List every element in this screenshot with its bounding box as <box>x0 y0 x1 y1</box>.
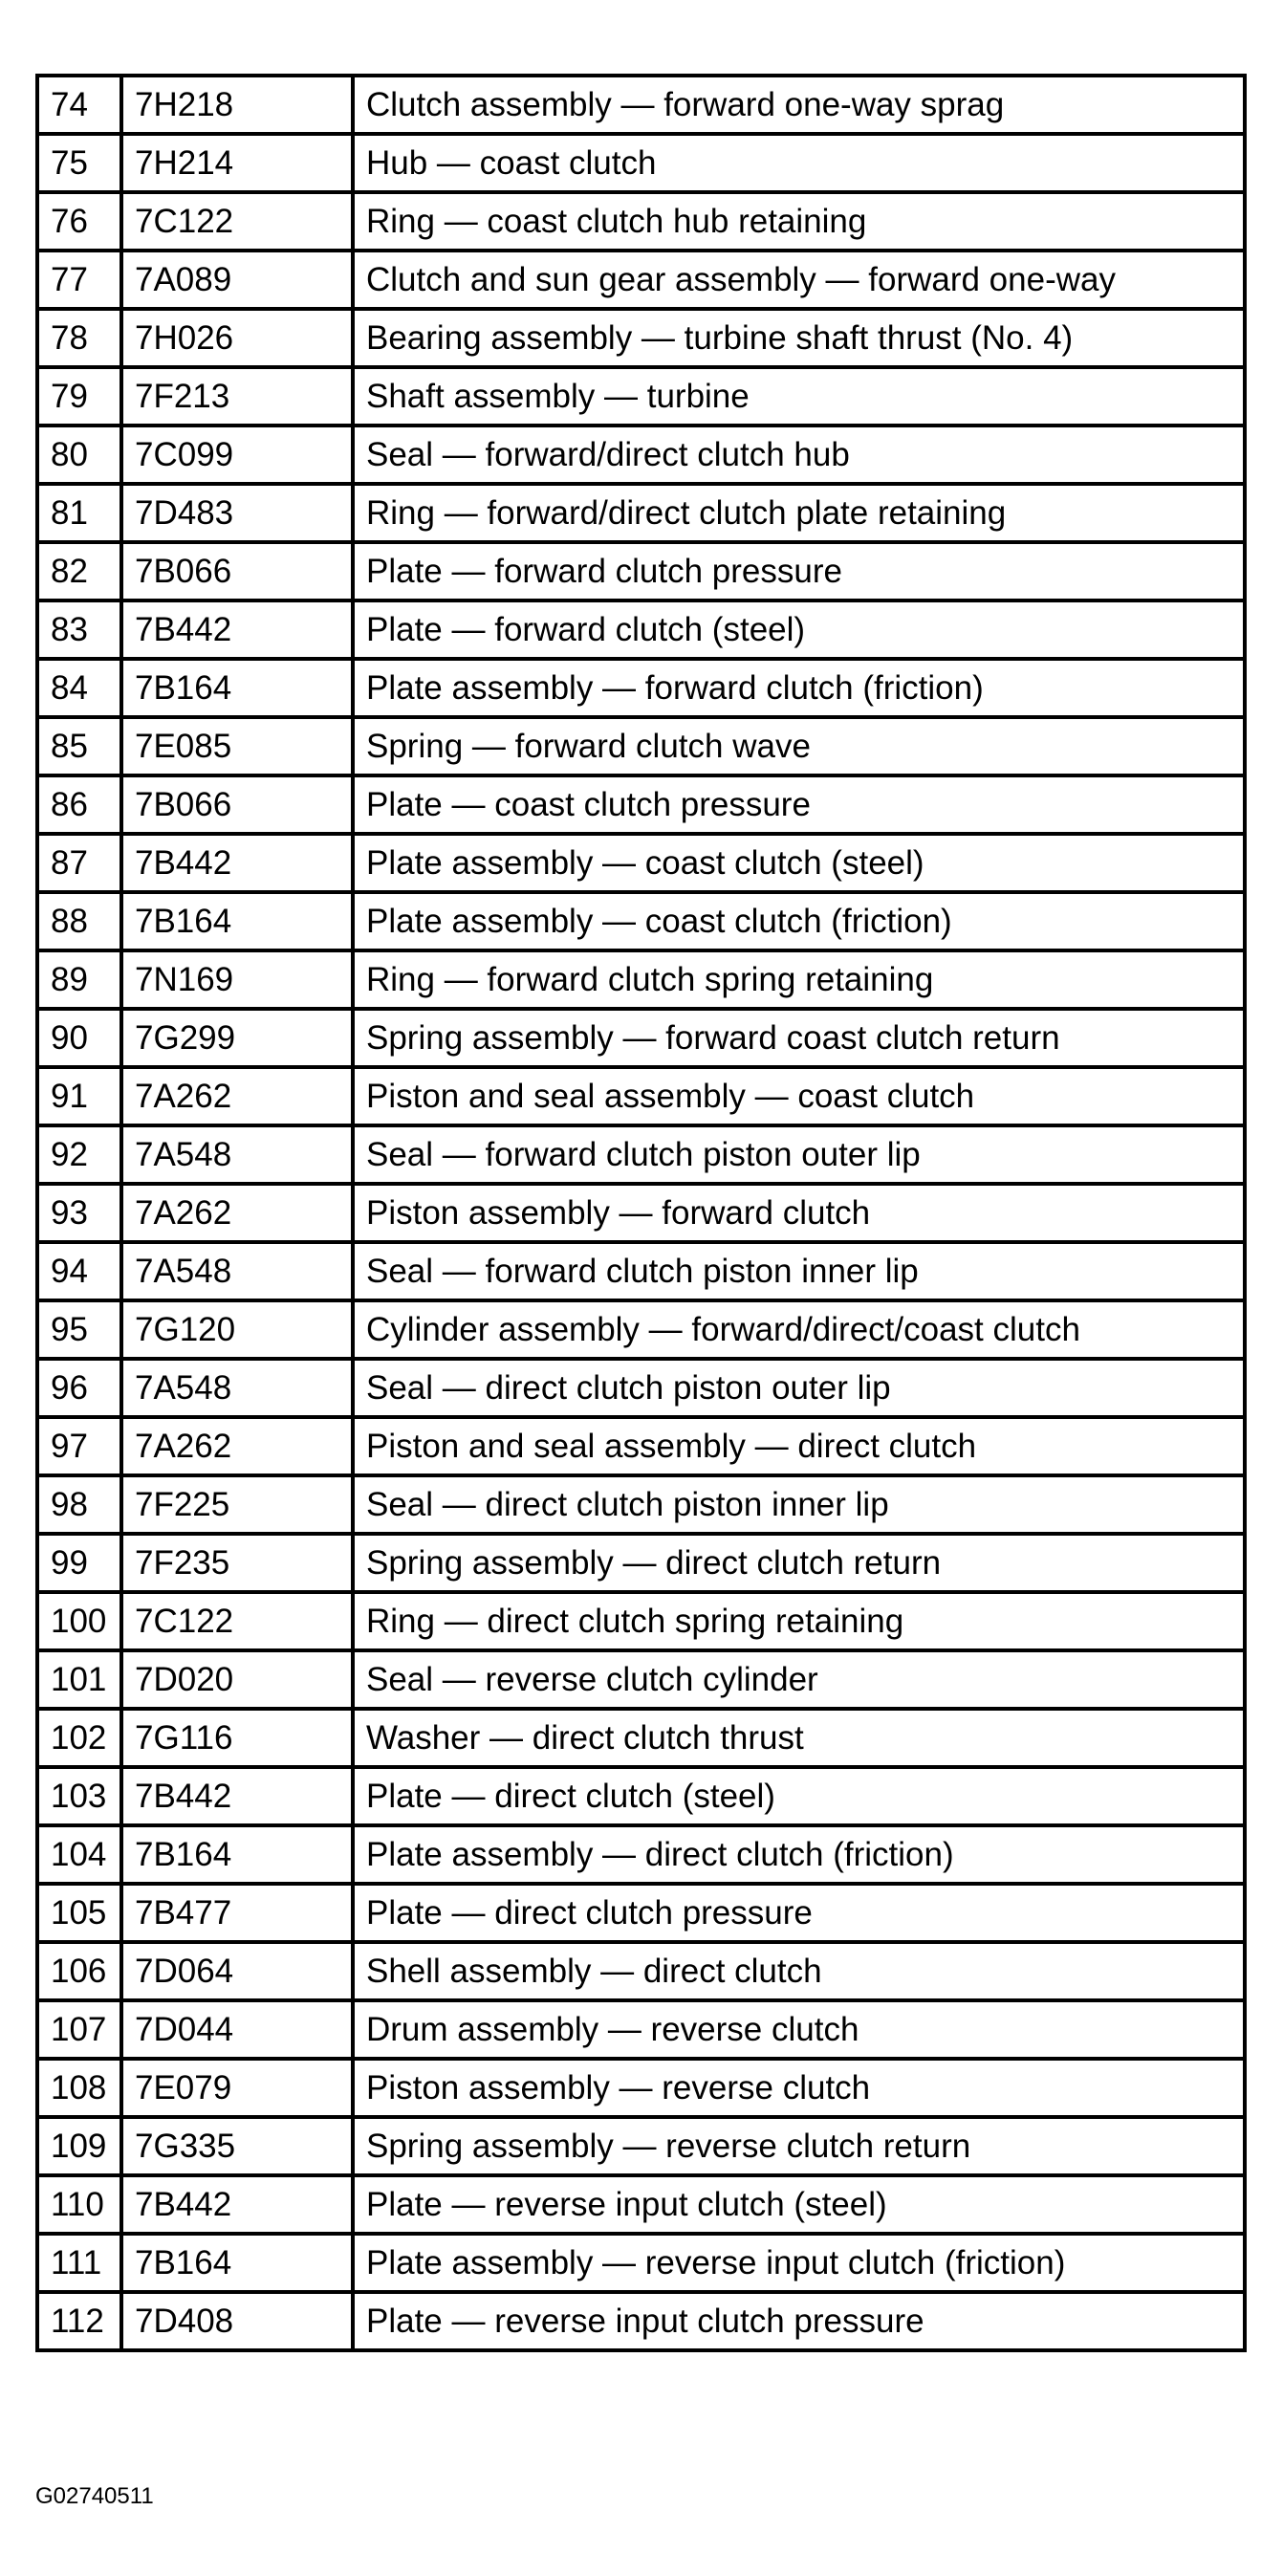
part-code: 7A262 <box>121 1067 353 1125</box>
item-number: 101 <box>37 1650 121 1709</box>
part-description: Ring — coast clutch hub retaining <box>353 192 1245 251</box>
part-description: Plate — forward clutch (steel) <box>353 600 1245 659</box>
table-row <box>37 659 1245 717</box>
part-code: 7D483 <box>121 484 353 542</box>
part-code: 7A548 <box>121 1125 353 1184</box>
item-number: 89 <box>37 950 121 1009</box>
part-description: Ring — forward/direct clutch plate retaining <box>353 484 1245 542</box>
table-row <box>37 2117 1245 2175</box>
part-description: Spring assembly — reverse clutch return <box>353 2117 1245 2175</box>
item-number: 106 <box>37 1942 121 2000</box>
table-row <box>37 1942 1245 2000</box>
part-description: Plate assembly — coast clutch (steel) <box>353 834 1245 892</box>
part-code: 7C122 <box>121 1592 353 1650</box>
table-row <box>37 1475 1245 1534</box>
part-code: 7H214 <box>121 134 353 192</box>
item-number: 76 <box>37 192 121 251</box>
parts-table-body <box>37 76 1245 2350</box>
table-row <box>37 1650 1245 1709</box>
part-description: Bearing assembly — turbine shaft thrust (No. 4) <box>353 309 1245 367</box>
part-code: 7F225 <box>121 1475 353 1534</box>
item-number: 105 <box>37 1884 121 1942</box>
table-row <box>37 1009 1245 1067</box>
table-row <box>37 775 1245 834</box>
part-code: 7B477 <box>121 1884 353 1942</box>
part-code: 7F235 <box>121 1534 353 1592</box>
part-code: 7G299 <box>121 1009 353 1067</box>
item-number: 108 <box>37 2059 121 2117</box>
part-code: 7D064 <box>121 1942 353 2000</box>
part-description: Seal — reverse clutch cylinder <box>353 1650 1245 1709</box>
part-description: Spring assembly — direct clutch return <box>353 1534 1245 1592</box>
part-code: 7B066 <box>121 542 353 600</box>
part-description: Seal — direct clutch piston outer lip <box>353 1359 1245 1417</box>
item-number: 93 <box>37 1184 121 1242</box>
item-number: 84 <box>37 659 121 717</box>
part-code: 7N169 <box>121 950 353 1009</box>
part-code: 7D408 <box>121 2292 353 2350</box>
part-description: Hub — coast clutch <box>353 134 1245 192</box>
item-number: 104 <box>37 1825 121 1884</box>
parts-table <box>35 74 1247 2352</box>
part-description: Plate — reverse input clutch (steel) <box>353 2175 1245 2234</box>
item-number: 83 <box>37 600 121 659</box>
part-code: 7H026 <box>121 309 353 367</box>
part-description: Plate assembly — reverse input clutch (friction) <box>353 2234 1245 2292</box>
part-code: 7B164 <box>121 1825 353 1884</box>
table-row <box>37 426 1245 484</box>
part-description: Drum assembly — reverse clutch <box>353 2000 1245 2059</box>
item-number: 94 <box>37 1242 121 1300</box>
table-row <box>37 1825 1245 1884</box>
part-code: 7B442 <box>121 600 353 659</box>
table-row <box>37 1592 1245 1650</box>
part-description: Plate assembly — coast clutch (friction) <box>353 892 1245 950</box>
item-number: 91 <box>37 1067 121 1125</box>
part-description: Plate assembly — forward clutch (friction) <box>353 659 1245 717</box>
part-description: Plate — direct clutch (steel) <box>353 1767 1245 1825</box>
table-row <box>37 1359 1245 1417</box>
part-code: 7C099 <box>121 426 353 484</box>
table-row <box>37 484 1245 542</box>
table-row <box>37 1417 1245 1475</box>
table-row <box>37 892 1245 950</box>
table-row <box>37 1125 1245 1184</box>
item-number: 85 <box>37 717 121 775</box>
part-description: Seal — forward clutch piston outer lip <box>353 1125 1245 1184</box>
part-code: 7A548 <box>121 1359 353 1417</box>
table-row <box>37 2000 1245 2059</box>
part-code: 7B164 <box>121 659 353 717</box>
part-code: 7B066 <box>121 775 353 834</box>
item-number: 80 <box>37 426 121 484</box>
part-description: Washer — direct clutch thrust <box>353 1709 1245 1767</box>
table-row <box>37 950 1245 1009</box>
part-code: 7A262 <box>121 1417 353 1475</box>
table-row <box>37 1242 1245 1300</box>
part-description: Plate — coast clutch pressure <box>353 775 1245 834</box>
table-row <box>37 2234 1245 2292</box>
table-row <box>37 192 1245 251</box>
part-description: Seal — forward clutch piston inner lip <box>353 1242 1245 1300</box>
part-description: Plate assembly — direct clutch (friction) <box>353 1825 1245 1884</box>
table-row <box>37 2292 1245 2350</box>
part-description: Spring — forward clutch wave <box>353 717 1245 775</box>
part-code: 7G335 <box>121 2117 353 2175</box>
item-number: 86 <box>37 775 121 834</box>
part-code: 7A548 <box>121 1242 353 1300</box>
item-number: 88 <box>37 892 121 950</box>
item-number: 79 <box>37 367 121 426</box>
table-row <box>37 367 1245 426</box>
table-row <box>37 251 1245 309</box>
part-code: 7B442 <box>121 2175 353 2234</box>
item-number: 90 <box>37 1009 121 1067</box>
part-code: 7B442 <box>121 834 353 892</box>
part-description: Shell assembly — direct clutch <box>353 1942 1245 2000</box>
table-row <box>37 834 1245 892</box>
item-number: 97 <box>37 1417 121 1475</box>
item-number: 92 <box>37 1125 121 1184</box>
item-number: 103 <box>37 1767 121 1825</box>
part-description: Ring — direct clutch spring retaining <box>353 1592 1245 1650</box>
part-description: Cylinder assembly — forward/direct/coast clutch <box>353 1300 1245 1359</box>
part-description: Clutch assembly — forward one-way sprag <box>353 76 1245 134</box>
item-number: 96 <box>37 1359 121 1417</box>
part-description: Piston and seal assembly — coast clutch <box>353 1067 1245 1125</box>
part-code: 7B164 <box>121 2234 353 2292</box>
part-code: 7D020 <box>121 1650 353 1709</box>
table-row <box>37 76 1245 134</box>
item-number: 98 <box>37 1475 121 1534</box>
table-row <box>37 309 1245 367</box>
item-number: 82 <box>37 542 121 600</box>
item-number: 107 <box>37 2000 121 2059</box>
part-description: Spring assembly — forward coast clutch return <box>353 1009 1245 1067</box>
item-number: 100 <box>37 1592 121 1650</box>
part-description: Clutch and sun gear assembly — forward one-way <box>353 251 1245 309</box>
table-row <box>37 542 1245 600</box>
item-number: 77 <box>37 251 121 309</box>
item-number: 99 <box>37 1534 121 1592</box>
part-code: 7B164 <box>121 892 353 950</box>
table-row <box>37 1767 1245 1825</box>
part-code: 7F213 <box>121 367 353 426</box>
item-number: 78 <box>37 309 121 367</box>
part-code: 7D044 <box>121 2000 353 2059</box>
part-code: 7E085 <box>121 717 353 775</box>
table-row <box>37 1300 1245 1359</box>
part-description: Seal — forward/direct clutch hub <box>353 426 1245 484</box>
item-number: 74 <box>37 76 121 134</box>
part-code: 7A262 <box>121 1184 353 1242</box>
item-number: 102 <box>37 1709 121 1767</box>
part-description: Piston assembly — forward clutch <box>353 1184 1245 1242</box>
figure-id: G02740511 <box>35 2483 154 2509</box>
item-number: 81 <box>37 484 121 542</box>
table-row <box>37 600 1245 659</box>
table-row <box>37 717 1245 775</box>
table-row <box>37 1184 1245 1242</box>
item-number: 110 <box>37 2175 121 2234</box>
part-description: Ring — forward clutch spring retaining <box>353 950 1245 1009</box>
part-code: 7B442 <box>121 1767 353 1825</box>
part-code: 7A089 <box>121 251 353 309</box>
table-row <box>37 1067 1245 1125</box>
part-description: Piston and seal assembly — direct clutch <box>353 1417 1245 1475</box>
part-description: Plate — reverse input clutch pressure <box>353 2292 1245 2350</box>
part-description: Shaft assembly — turbine <box>353 367 1245 426</box>
item-number: 87 <box>37 834 121 892</box>
item-number: 112 <box>37 2292 121 2350</box>
item-number: 75 <box>37 134 121 192</box>
item-number: 111 <box>37 2234 121 2292</box>
item-number: 95 <box>37 1300 121 1359</box>
part-code: 7H218 <box>121 76 353 134</box>
table-row <box>37 134 1245 192</box>
item-number: 109 <box>37 2117 121 2175</box>
part-description: Seal — direct clutch piston inner lip <box>353 1475 1245 1534</box>
part-code: 7C122 <box>121 192 353 251</box>
part-code: 7E079 <box>121 2059 353 2117</box>
table-row <box>37 1709 1245 1767</box>
part-description: Piston assembly — reverse clutch <box>353 2059 1245 2117</box>
table-row <box>37 2175 1245 2234</box>
part-description: Plate — direct clutch pressure <box>353 1884 1245 1942</box>
table-row <box>37 1884 1245 1942</box>
table-row <box>37 2059 1245 2117</box>
part-description: Plate — forward clutch pressure <box>353 542 1245 600</box>
part-code: 7G120 <box>121 1300 353 1359</box>
part-code: 7G116 <box>121 1709 353 1767</box>
table-row <box>37 1534 1245 1592</box>
